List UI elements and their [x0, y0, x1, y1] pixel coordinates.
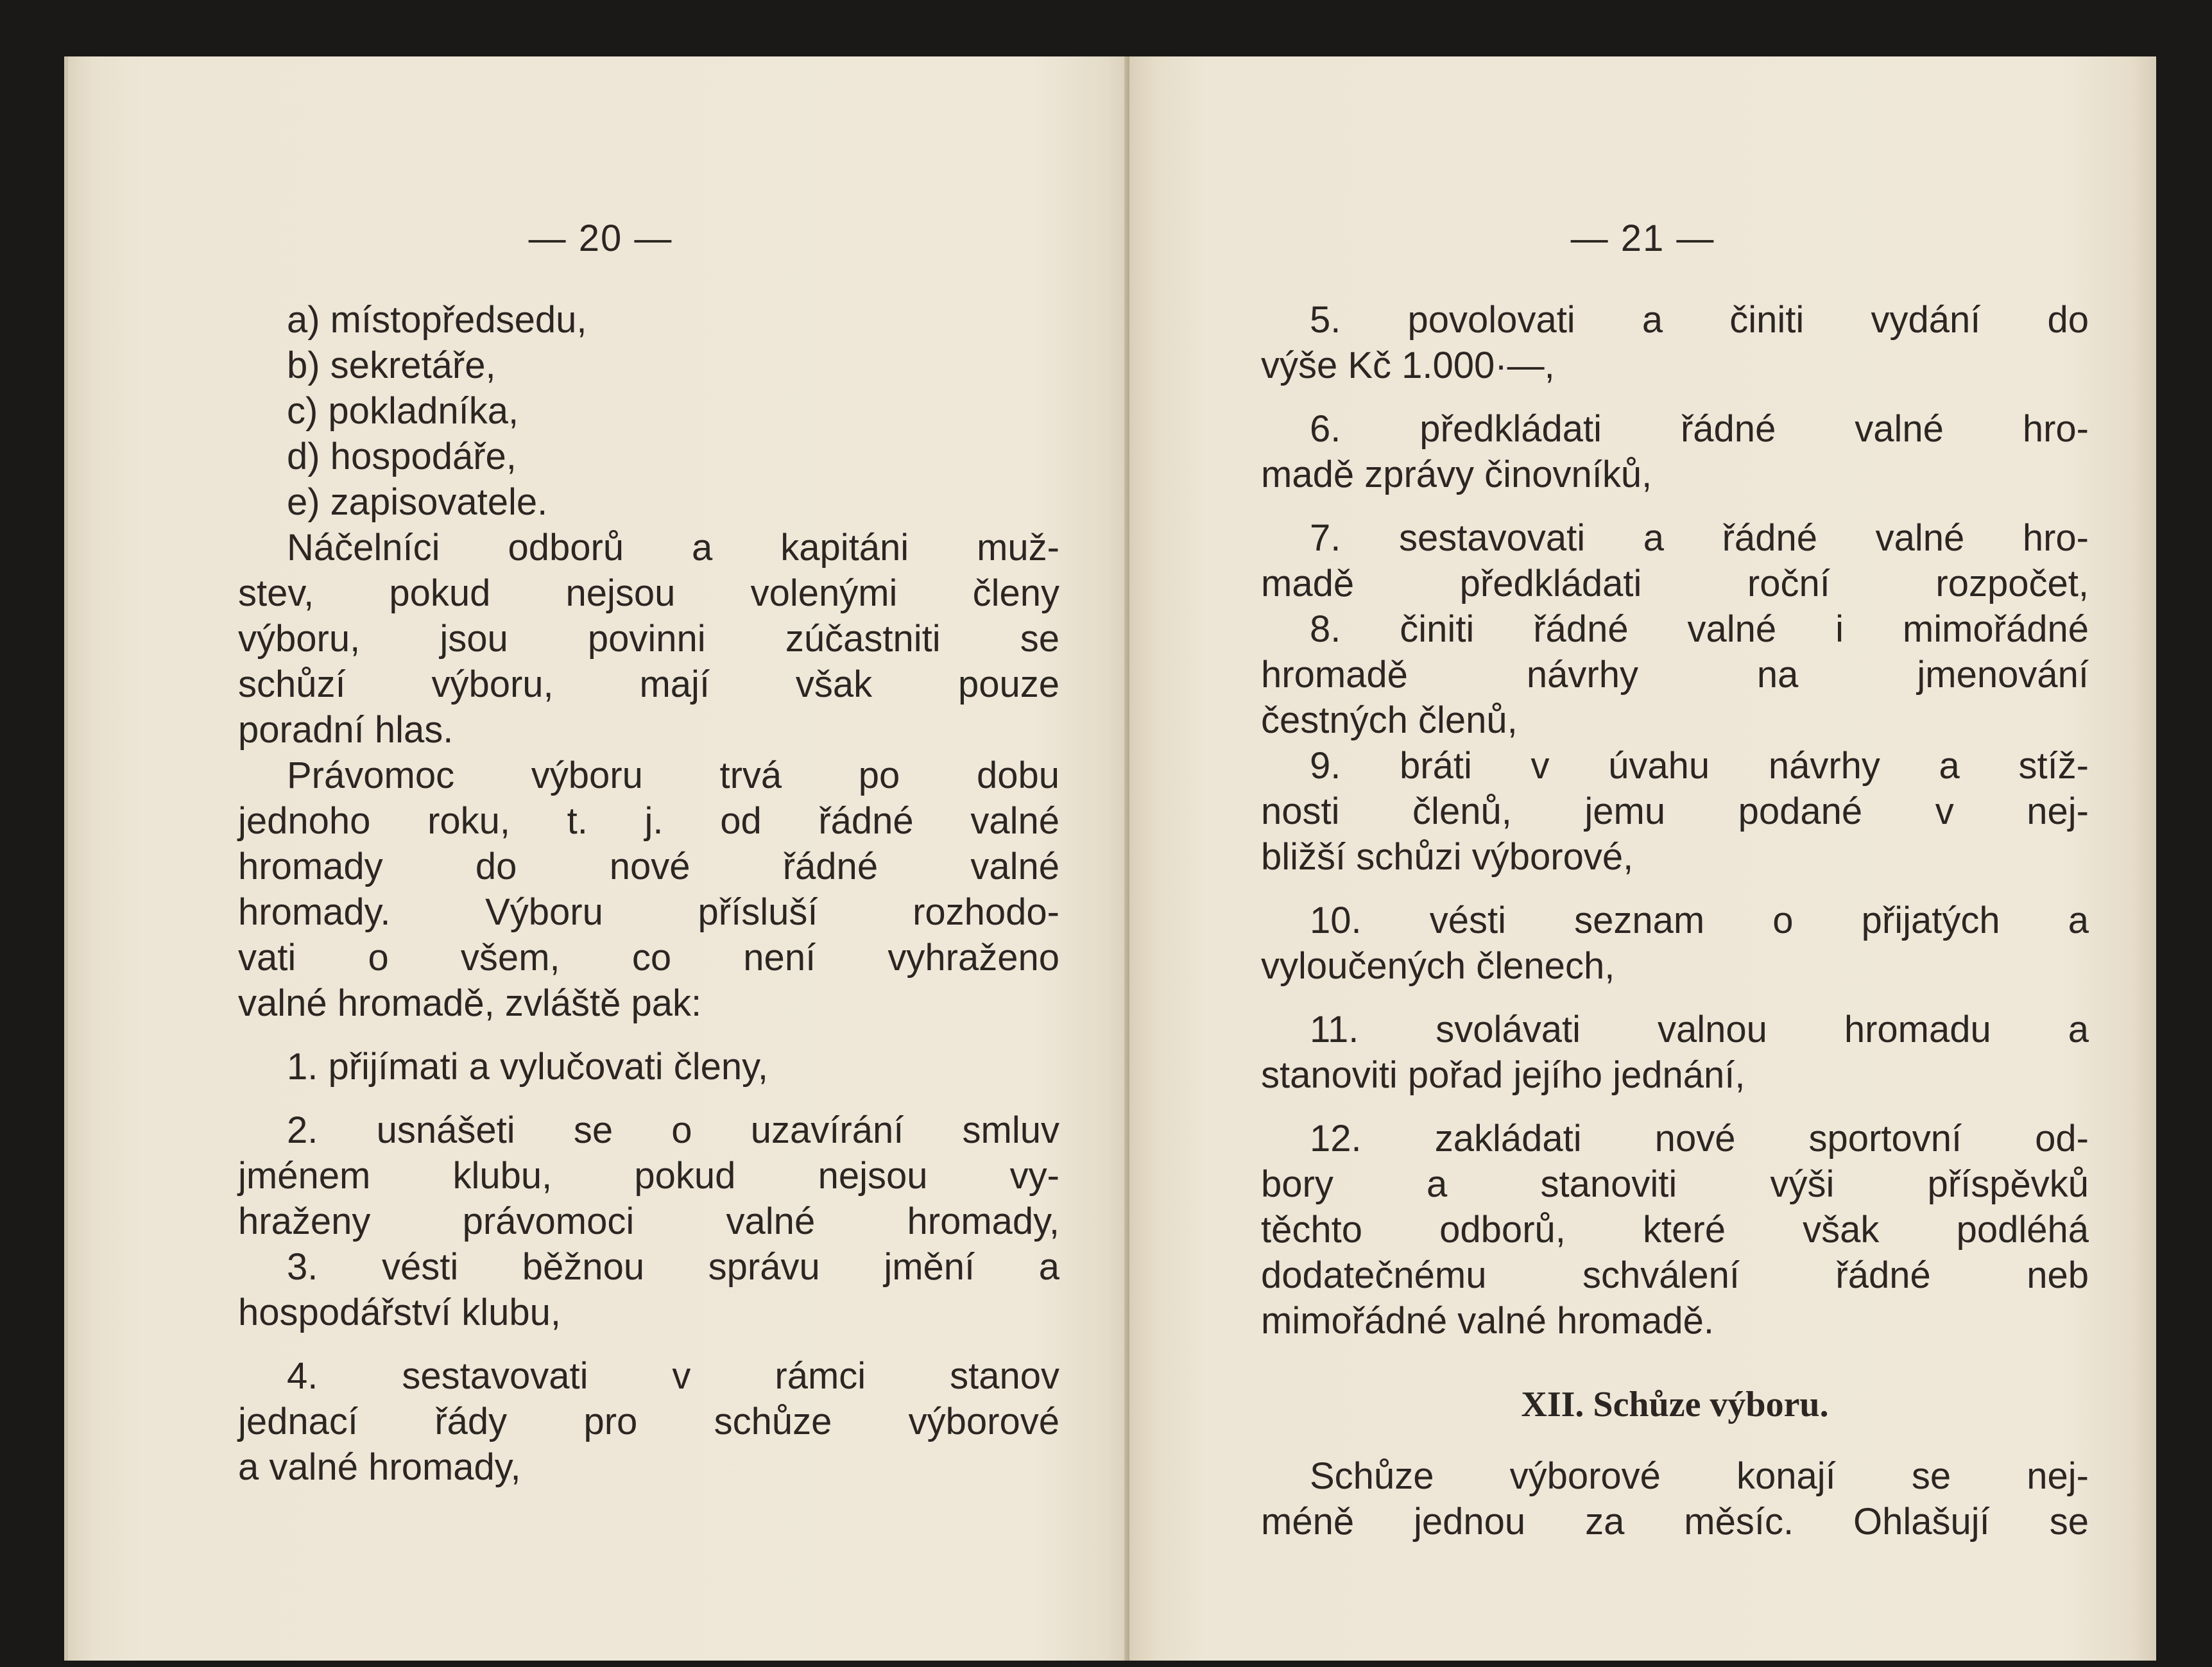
text-line: a) místopředsedu,: [287, 299, 587, 341]
text-line: 2. usnášeti se o uzavírání smluv: [287, 1109, 1059, 1151]
text-line: dodatečnému schválení řádné neb: [1261, 1254, 2089, 1296]
paragraph-spacer: [1261, 388, 2089, 406]
text-line: bory a stanoviti výši příspěvků: [1261, 1163, 2089, 1205]
left-page-text: [238, 297, 1059, 1490]
text-line: madě zprávy činovníků,: [1261, 454, 1652, 495]
section-heading: XII. Schůze výboru.: [1521, 1385, 1829, 1424]
text-line: madě předkládati roční rozpočet,: [1261, 563, 2089, 604]
text-line: schůzí výboru, mají však pouze: [238, 663, 1059, 705]
text-line: čestných členů,: [1261, 699, 1518, 741]
text-line: valné hromadě, zvláště pak:: [238, 982, 702, 1024]
text-line: mimořádné valné hromadě.: [1261, 1300, 1715, 1342]
text-line: b) sekretáře,: [287, 345, 496, 386]
paragraph-spacer: [238, 1090, 1059, 1107]
right-page-text: [1261, 297, 2089, 1544]
text-line: nosti členů, jemu podané v nej-: [1261, 791, 2089, 832]
text-line: 3. vésti běžnou správu jmění a: [287, 1246, 1059, 1288]
text-line: 11. svolávati valnou hromadu a: [1310, 1009, 2089, 1050]
text-line: e) zapisovatele.: [287, 481, 548, 523]
paragraph-spacer: [238, 1335, 1059, 1353]
text-line: těchto odborů, které však podléhá: [1261, 1209, 2089, 1251]
text-line: 4. sestavovati v rámci stanov: [287, 1355, 1059, 1397]
text-line: poradní hlas.: [238, 709, 454, 751]
paragraph-spacer: [238, 1026, 1059, 1044]
text-line: stanoviti pořad jejího jednání,: [1261, 1054, 1745, 1096]
text-line: výboru, jsou povinni zúčastniti se: [238, 618, 1059, 660]
left-page: [64, 56, 1129, 1661]
text-line: hromady do nové řádné valné: [238, 846, 1059, 887]
text-line: 8. činiti řádné valné i mimořádné: [1310, 608, 2089, 650]
paragraph-spacer: [1261, 497, 2089, 515]
text-line: 7. sestavovati a řádné valné hro-: [1310, 517, 2089, 559]
text-line: 9. bráti v úvahu návrhy a stíž-: [1310, 745, 2089, 787]
text-line: stev, pokud nejsou volenými členy: [238, 572, 1059, 614]
text-line: jménem klubu, pokud nejsou vy-: [238, 1155, 1059, 1197]
text-line: hromady. Výboru přísluší rozhodo-: [238, 891, 1059, 933]
text-line: bližší schůzi výborové,: [1261, 836, 1634, 878]
text-line: 1. přijímati a vylučovati členy,: [287, 1046, 768, 1088]
text-line: hromadě návrhy na jmenování: [1261, 654, 2089, 696]
text-line: méně jednou za měsíc. Ohlašují se: [1261, 1501, 2089, 1543]
text-line: hospodářství klubu,: [238, 1292, 561, 1333]
text-line: a valné hromady,: [238, 1446, 521, 1488]
text-line: d) hospodáře,: [287, 436, 517, 477]
paragraph-spacer: [1261, 989, 2089, 1007]
text-line: Schůze výborové konají se nej-: [1310, 1455, 2089, 1497]
text-line: jednací řády pro schůze výborové: [238, 1401, 1059, 1442]
text-line: vati o všem, co není vyhraženo: [238, 937, 1059, 979]
paragraph-spacer: [1261, 1098, 2089, 1116]
text-line: 5. povolovati a činiti vydání do: [1310, 299, 2089, 341]
text-line: Náčelníci odborů a kapitáni muž-: [287, 527, 1059, 568]
text-line: 10. vésti seznam o přijatých a: [1310, 900, 2089, 941]
text-line: vyloučených členech,: [1261, 945, 1615, 987]
text-line: výše Kč 1.000·—,: [1261, 345, 1555, 386]
page-number-left: — 20 —: [528, 218, 673, 259]
text-line: 12. zakládati nové sportovní od-: [1310, 1118, 2089, 1159]
page-number-right: — 21 —: [1570, 218, 1715, 259]
paragraph-spacer: [1261, 880, 2089, 898]
text-line: hraženy právomoci valné hromady,: [238, 1201, 1059, 1242]
text-line: Právomoc výboru trvá po dobu: [287, 755, 1059, 796]
right-page: [1129, 56, 2156, 1661]
text-line: 6. předkládati řádné valné hro-: [1310, 408, 2089, 450]
text-line: jednoho roku, t. j. od řádné valné: [238, 800, 1059, 842]
text-line: c) pokladníka,: [287, 390, 519, 432]
